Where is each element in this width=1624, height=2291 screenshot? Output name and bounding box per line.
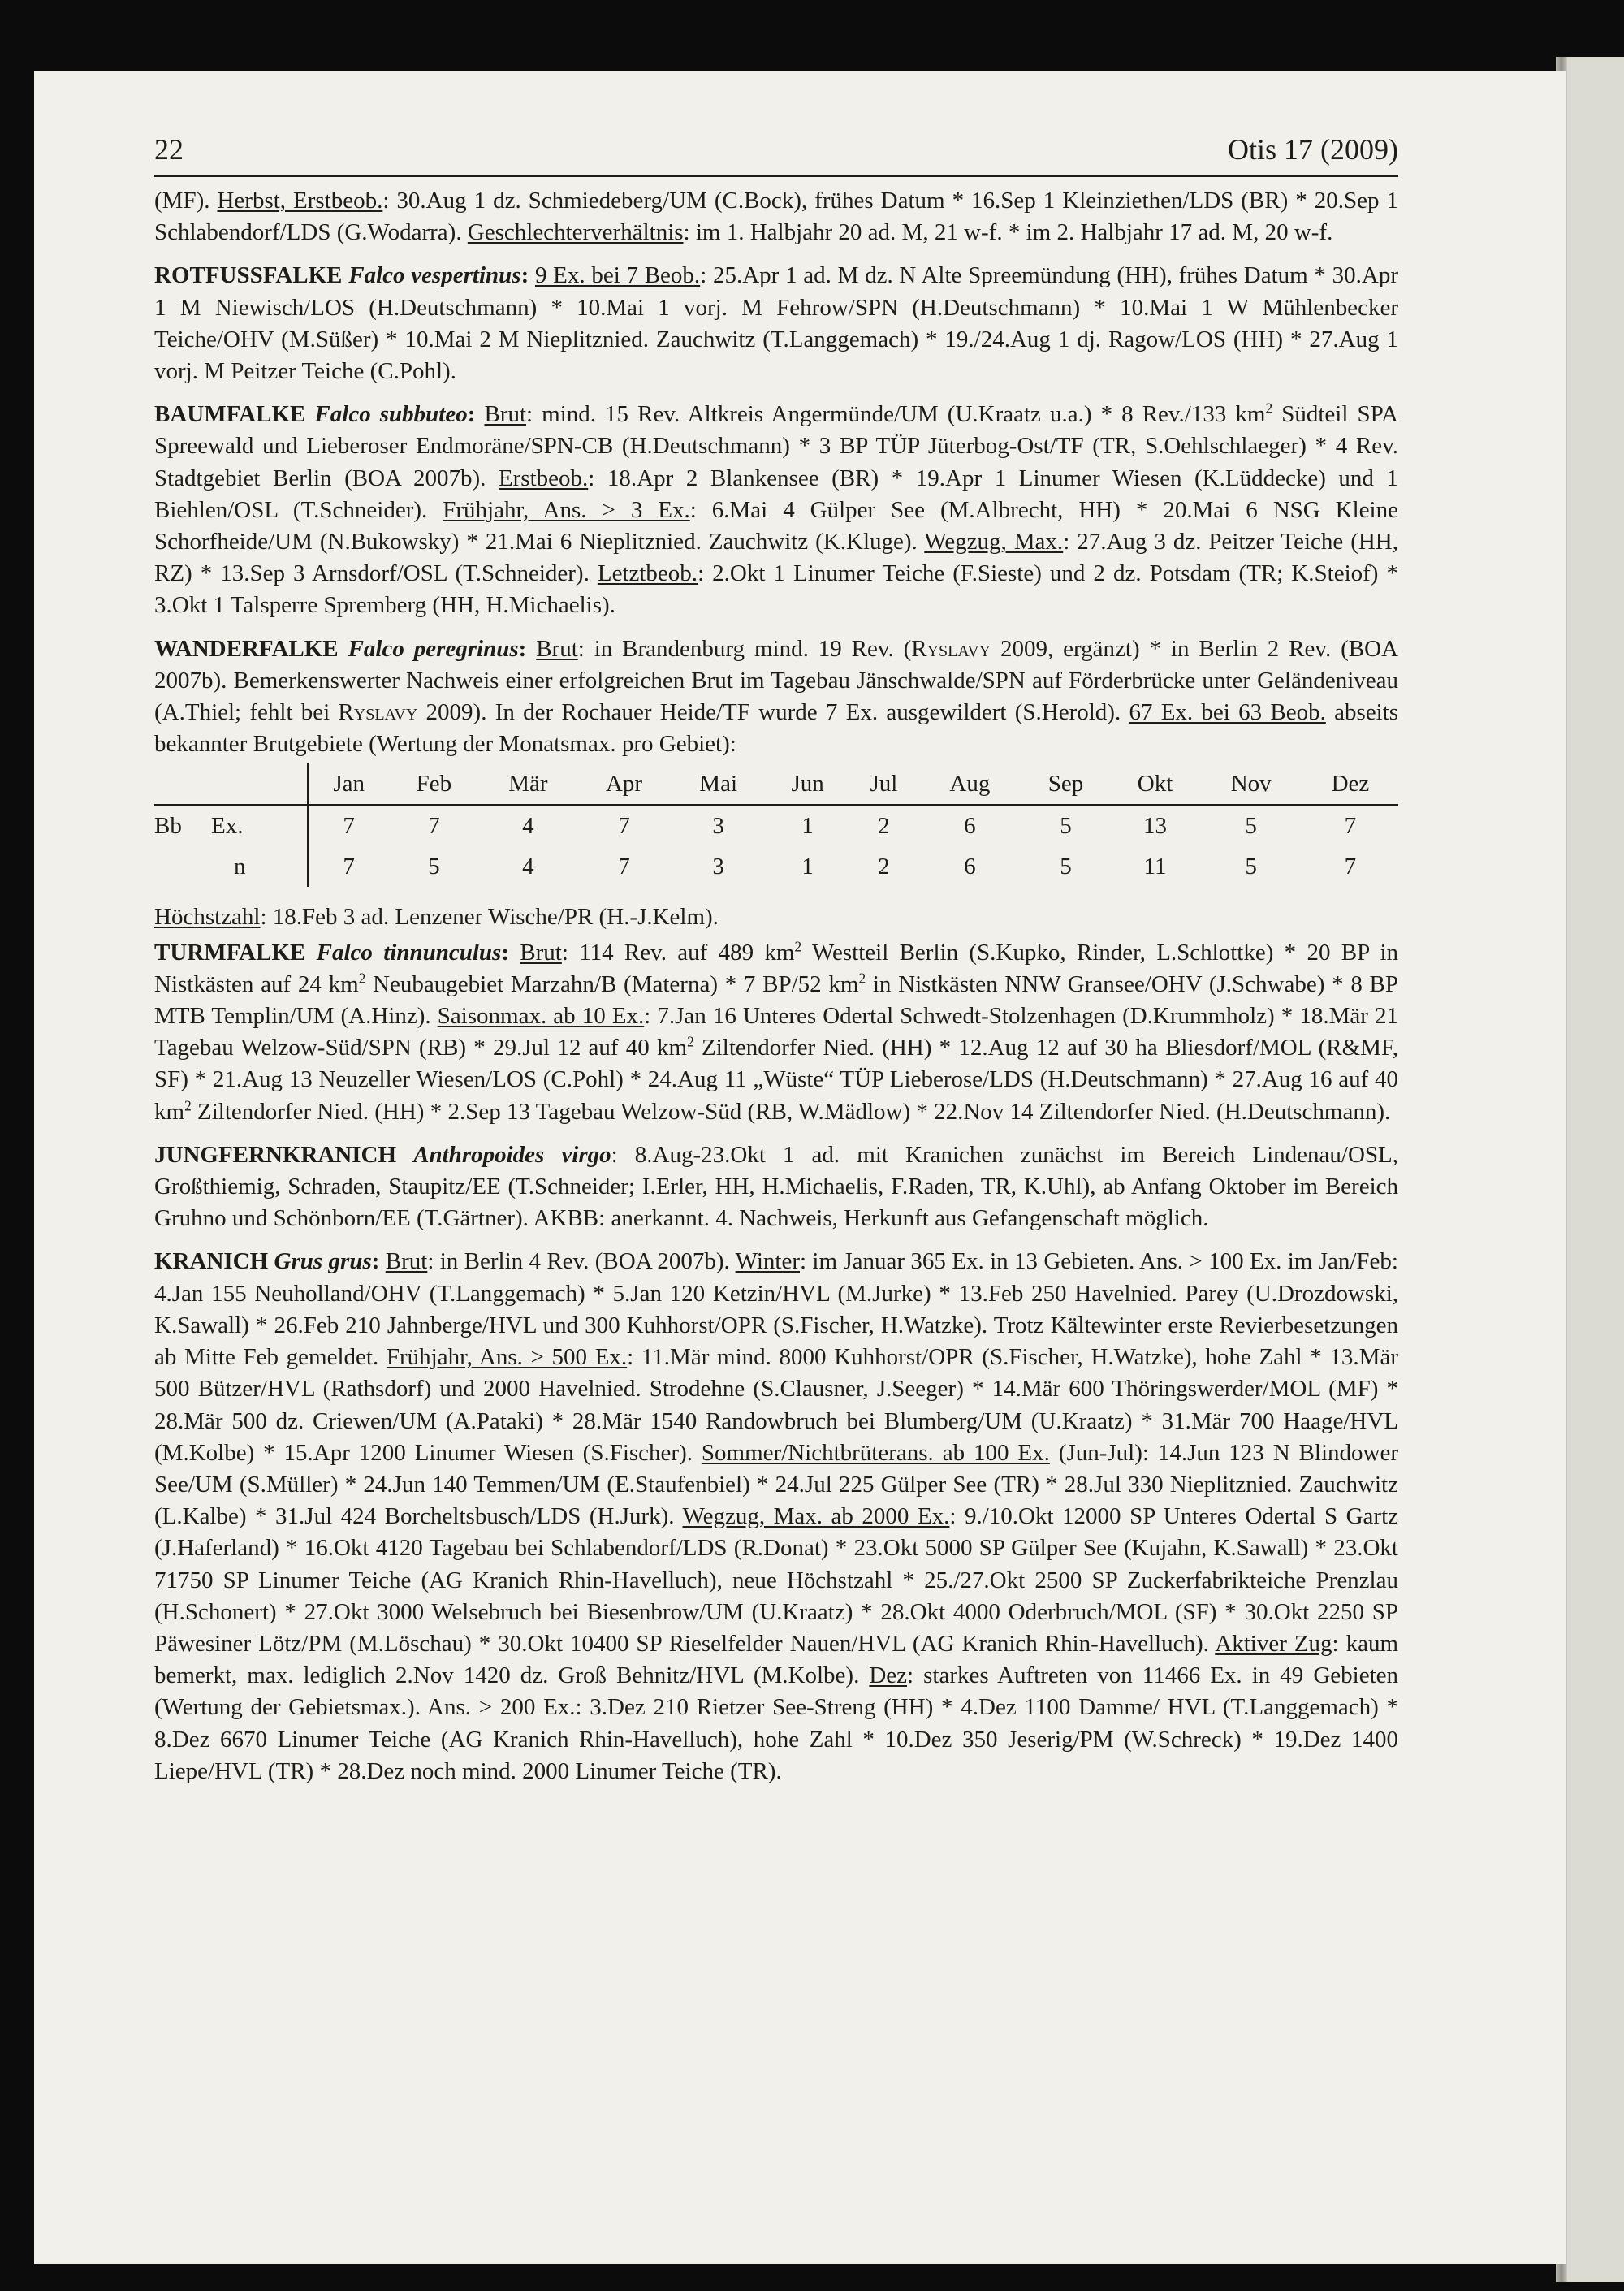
- month-header: Mär: [478, 763, 577, 805]
- table-cell: 7: [618, 812, 630, 839]
- entry-jungfernkranich: JUNGFERNKRANICH Anthropoides virgo: 8.Aug-23.Okt 1 ad. mit Kranichen zunächst im Bereich Lindenau/OSL, Großthiemig, Schraden, Staupitz/EE (T.Schneider; I.Erler, HH, H.Michaelis, F.Raden, TR, K.Uhl), ab Anfang Oktober im Bereich Gruhno und Schönborn/EE (T.Gärtner). AKBB: anerkannt. 4. Nachweis, Herkunft aus Gefangenschaft möglich.: [154, 1141, 1399, 1232]
- entry-turmfalke: TURMFALKE Falco tinnunculus: Brut: 114 Rev. auf 489 $km^2$ Westteil Berlin (S.Kupko, Rinder, L.Schlottke) * 20 BP in Nistkästen auf 24 $km^2$ Neubaugebiet Marzahn/B (Materna) * 7 BP/52 $km^2$ in Nistkästen NNW Gransee/OHV (J.Schwabe) * 8 BP MTB Templin/UM (A.Hinz). Saisonmax. ab 10 Ex.: 7.Jan 16 Unteres Odertal Schwedt-Stolzenhagen (D.Krummholz) * 18.Mär 21 Tagebau Welzow-Süd/SPN (RB) * 29.Jul 12 auf 40 $km^2$ Ziltendorfer Nied. (HH) * 12.Aug 12 auf 30 ha Bliesdorf/MOL (R&MF, SF) * 21.Aug 13 Neuzeller Wiesen/LOS (C.Pohl) * 24.Aug 11 „Wüste“ TÜP Lieberose/LDS (H.Deutschmann) * 27.Aug 16 auf 40 $km^2$ Ziltendorfer Nied. (HH) * 2.Sep 13 Tagebau Welzow-Süd (RB, W.Mädlow) * 22.Nov 14 Ziltendorfer Nied. (H.Deutschmann).: [154, 938, 1399, 1125]
- wanderfalke-month-table: [154, 763, 1398, 887]
- table-cell: 2: [878, 853, 890, 880]
- row-label: Bb: [154, 812, 182, 839]
- table-cell: 1: [801, 853, 814, 880]
- table-cell: 5: [1245, 812, 1257, 839]
- species-name: ROTFUSSFALKE: [154, 262, 343, 289]
- page-number: 22: [154, 133, 184, 166]
- table-cell: 7: [343, 812, 355, 839]
- row-key: Ex.: [211, 805, 308, 846]
- table-row: [154, 846, 1398, 887]
- adjacent-page-edge: [1566, 57, 1624, 2282]
- row-key: n: [211, 846, 308, 887]
- month-header: Nov: [1200, 763, 1302, 805]
- table-cell: 6: [964, 853, 976, 880]
- species-name: JUNGFERNKRANICH: [154, 1141, 397, 1168]
- entry-rotfussfalke: ROTFUSSFALKE Falco vespertinus: 9 Ex. bei 7 Beob.: 25.Apr 1 ad. M dz. N Alte Spreemündung (HH), frühes Datum * 30.Apr 1 M Niewisch/LOS (H.Deutschmann) * 10.Mai 1 vorj. M Fehrow/SPN (H.Deutschmann) * 10.Mai 1 W Mühlenbecker Teiche/OHV (M.Süßer) * 10.Mai 2 M Nieplitznied. Zauchwitz (T.Langgemach) * 19./24.Aug 1 dj. Ragow/LOS (HH) * 27.Aug 1 vorj. M Peitzer Teiche (C.Pohl).: [154, 262, 1398, 385]
- table-cell: 5: [428, 853, 440, 880]
- table-row: [154, 805, 1398, 846]
- entry-wanderfalke: WANDERFALKE Falco peregrinus: Brut: in Brandenburg mind. 19 Rev. (Ryslavy 2009, ergänzt) * in Berlin 2 Rev. (BOA 2007b). Bemerkenswerter Nachweis einer erfolgreichen Brut im Tagebau Jänschwalde/SPN auf Förderbrücke unter Geländeniveau (A.Thiel; fehlt bei Ryslavy 2009). In der Rochauer Heide/TF wurde 7 Ex. ausgewildert (S.Herold). 67 Ex. bei 63 Beob. abseits bekannter Brutgebiete (Wertung der Monatsmax. pro Gebiet):: [154, 635, 1399, 758]
- table-cell: 5: [1245, 853, 1257, 880]
- table-cell: 5: [1060, 812, 1072, 839]
- month-header: Jul: [849, 763, 919, 805]
- page-content: [154, 130, 1398, 1799]
- table-cell: 7: [1344, 853, 1357, 880]
- month-header: Feb: [389, 763, 478, 805]
- table-cell: 5: [1060, 853, 1072, 880]
- species-name: TURMFALKE: [154, 939, 306, 966]
- table-cell: 7: [1344, 812, 1357, 839]
- table-header-row: [154, 763, 1398, 805]
- table-cell: 2: [878, 812, 890, 839]
- month-header: Mai: [671, 763, 767, 805]
- table-cell: 6: [964, 812, 976, 839]
- entry-baumfalke: BAUMFALKE Falco subbuteo: Brut: mind. 15 Rev. Altkreis Angermünde/UM (U.Kraatz u.a.) * 8 Rev./133 $km^2$ Südteil SPA Spreewald und Lieberoser Endmoräne/SPN-CB (H.Deutschmann) * 3 BP TÜP Jüterbog-Ost/TF (TR, S.Oehlschlaeger) * 4 Rev. Stadtgebiet Berlin (BOA 2007b). Erstbeob.: 18.Apr 2 Blankensee (BR) * 19.Apr 1 Linumer Wiesen (K.Lüddecke) und 1 Biehlen/OSL (T.Schneider). Frühjahr, Ans. > 3 Ex.: 6.Mai 4 Gülper See (M.Albrecht, HH) * 20.Mai 6 NSG Kleine Schorfheide/UM (N.Bukowsky) * 21.Mai 6 Nieplitznied. Zauchwitz (K.Kluge). Wegzug, Max.: 27.Aug 3 dz. Peitzer Teiche (HH, RZ) * 13.Sep 3 Arnsdorf/OSL (T.Schneider). Letztbeob.: 2.Okt 1 Linumer Teiche (F.Sieste) und 2 dz. Potsdam (TR; K.Steiof) * 3.Okt 1 Talsperre Spremberg (HH, H.Michaelis).: [154, 400, 1398, 619]
- species-name: KRANICH: [154, 1248, 269, 1275]
- month-header: Aug: [918, 763, 1021, 805]
- table-cell: 7: [618, 853, 630, 880]
- species-name: WANDERFALKE: [154, 635, 339, 662]
- table-cell: 11: [1143, 853, 1167, 880]
- month-header: Dez: [1302, 763, 1398, 805]
- intro-paragraph: (MF). Herbst, Erstbeob.: 30.Aug 1 dz. Schmiedeberg/UM (C.Bock), frühes Datum * 16.Sep 1 Kleinziethen/LDS (BR) * 20.Sep 1 Schlabendorf/LDS (G.Wodarra). Geschlechterverhältnis: im 1. Halbjahr 20 ad. M, 21 w-f. * im 2. Halbjahr 17 ad. M, 20 w-f.: [154, 188, 1398, 246]
- table-cell: 4: [522, 853, 534, 880]
- table-cell: 7: [428, 812, 440, 839]
- table-cell: 4: [522, 812, 534, 839]
- hoechstzahl-line: Höchstzahl: 18.Feb 3 ad. Lenzener Wische/PR (H.-J.Kelm).: [154, 904, 719, 931]
- month-header: Jan: [308, 763, 389, 805]
- latin-name: Falco subbuteo: [314, 401, 468, 428]
- month-header: Sep: [1021, 763, 1111, 805]
- latin-name: Falco peregrinus: [348, 635, 519, 662]
- page-header: [154, 130, 1398, 177]
- latin-name: Falco tinnunculus: [316, 939, 502, 966]
- entry-kranich: KRANICH Grus grus: Brut: in Berlin 4 Rev. (BOA 2007b). Winter: im Januar 365 Ex. in 13 Gebieten. Ans. > 100 Ex. im Jan/Feb: 4.Jan 155 Neuholland/OHV (T.Langgemach) * 5.Jan 120 Ketzin/HVL (M.Jurke) * 13.Feb 250 Havelnied. Parey (U.Drozdowski, K.Sawall) * 26.Feb 210 Jahnberge/HVL und 300 Kuhhorst/OPR (S.Fischer, H.Watzke). Trotz Kältewinter erste Revierbesetzungen ab Mitte Feb gemeldet. Frühjahr, Ans. > 500 Ex.: 11.Mär mind. 8000 Kuhhorst/OPR (S.Fischer, H.Watzke), hohe Zahl * 13.Mär 500 Bützer/HVL (Rathsdorf) und 2000 Havelnied. Strodehne (S.Clausner, J.Seeger) * 14.Mär 600 Thöringswerder/MOL (MF) * 28.Mär 500 dz. Criewen/UM (A.Pataki) * 28.Mär 1540 Randowbruch bei Blumberg/UM (U.Kraatz) * 31.Mär 700 Haage/HVL (M.Kolbe) * 15.Apr 1200 Linumer Wiesen (S.Fischer). Sommer/Nichtbrüterans. ab 100 Ex. (Jun-Jul): 14.Jun 123 N Blindower See/UM (S.Müller) * 24.Jun 140 Temmen/UM (E.Staufenbiel) * 24.Jul 225 Gülper See (TR) * 28.Jul 330 Nieplitznied. Zauchwitz (L.Kalbe) * 31.Jul 424 Borcheltsbusch/LDS (H.Jurk). Wegzug, Max. ab 2000 Ex.: 9./10.Okt 12000 SP Unteres Odertal S Gartz (J.Haferland) * 16.Okt 4120 Tagebau bei Schlabendorf/LDS (R.Donat) * 23.Okt 5000 SP Gülper See (Kujahn, K.Sawall) * 23.Okt 71750 SP Linumer Teiche (AG Kranich Rhin-Havelluch), neue Höchstzahl * 25./27.Okt 2500 SP Zuckerfabrikteiche Prenzlau (H.Schonert) * 27.Okt 3000 Welsebruch bei Biesenbrow/UM (U.Kraatz) * 28.Okt 4000 Oderbruch/MOL (SF) * 30.Okt 2250 SP Päwesiner Lötz/PM (M.Löschau) * 30.Okt 10400 SP Rieselfelder Nauen/HVL (AG Kranich Rhin-Havelluch). Aktiver Zug: kaum bemerkt, max. lediglich 2.Nov 1420 dz. Groß Behnitz/HVL (M.Kolbe). Dez: starkes Auftreten von 11466 Ex. in 49 Gebieten (Wertung der Gebietsmax.). Ans. > 200 Ex.: 3.Dez 210 Rietzer See-Streng (HH) * 4.Dez 1100 Damme/ HVL (T.Langgemach) * 8.Dez 6670 Linumer Teiche (AG Kranich Rhin-Havelluch), hohe Zahl * 10.Dez 350 Jeserig/PM (W.Schreck) * 19.Dez 1400 Liepe/HVL (TR) * 28.Dez noch mind. 2000 Linumer Teiche (TR).: [154, 1248, 1398, 1784]
- table-cell: 7: [343, 853, 355, 880]
- latin-name: Anthropoides virgo: [413, 1141, 611, 1168]
- month-header: Jun: [767, 763, 849, 805]
- latin-name: Grus grus: [274, 1248, 372, 1275]
- table-cell: 1: [801, 812, 814, 839]
- journal-title: Otis 17 (2009): [1228, 133, 1398, 166]
- row-label: [154, 846, 211, 887]
- month-header: Okt: [1111, 763, 1200, 805]
- latin-name: Falco vespertinus: [348, 262, 521, 289]
- table-cell: 3: [712, 853, 724, 880]
- table-cell: 3: [712, 812, 724, 839]
- species-name: BAUMFALKE: [154, 401, 306, 428]
- month-header: Apr: [578, 763, 671, 805]
- table-cell: 13: [1143, 812, 1168, 839]
